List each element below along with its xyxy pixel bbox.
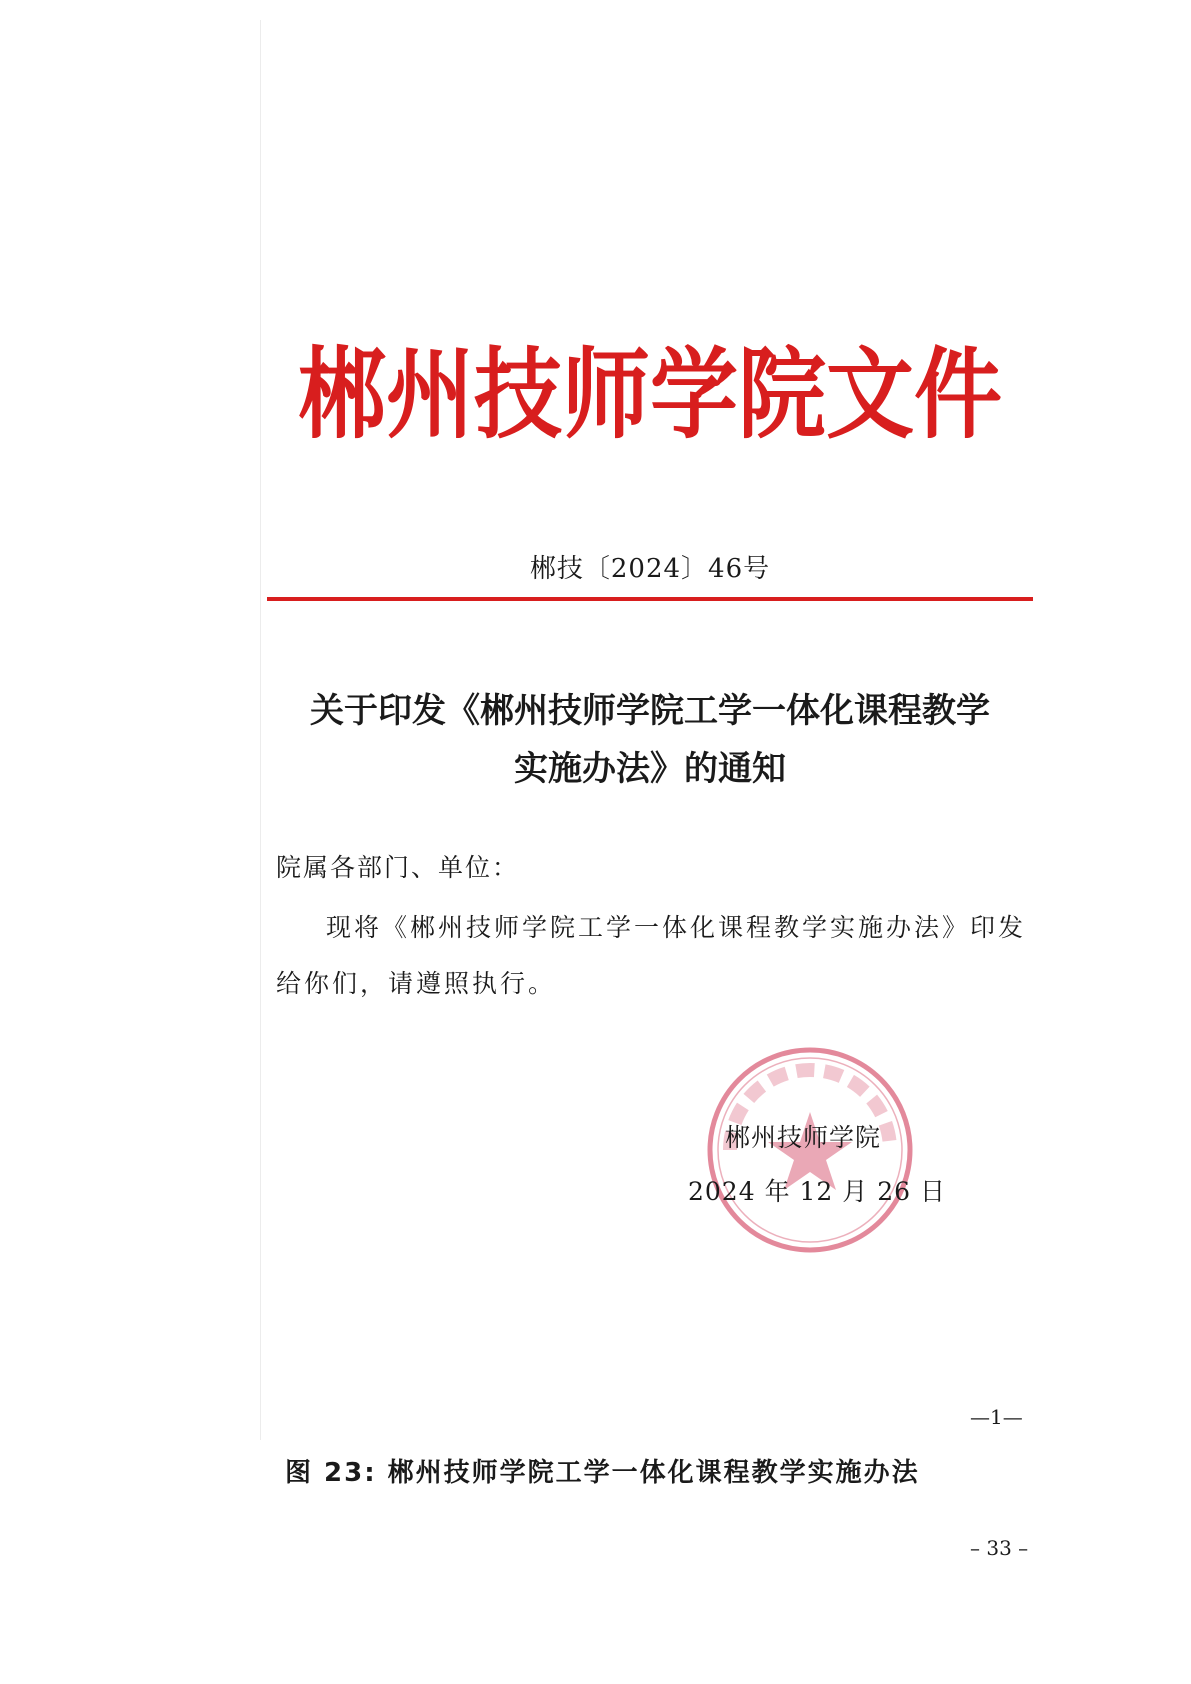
document-number: 郴技〔2024〕46号	[529, 554, 771, 584]
addressee: 院属各部门、单位：	[276, 853, 520, 882]
signature-date: 2024 年 12 月 26 日	[688, 1177, 946, 1206]
notice-title-line-1: 关于印发《郴州技师学院工学一体化课程教学	[310, 691, 990, 731]
notice-body: 现将《郴州技师学院工学一体化课程教学实施办法》印发给你们，请遵照执行。	[276, 913, 1027, 998]
document-header-title: 郴州技师学院文件	[297, 336, 1002, 453]
notice-title-line-2: 实施办法》的通知	[514, 749, 786, 789]
inner-page-number: —1—	[970, 1405, 1023, 1429]
red-divider-rule	[267, 597, 1033, 601]
figure-caption: 图 23: 郴州技师学院工学一体化课程教学实施办法	[285, 1458, 920, 1488]
page-number: – 33 –	[970, 1536, 1029, 1560]
notice-title	[270, 682, 1030, 798]
signature-organization: 郴州技师学院	[725, 1123, 882, 1152]
